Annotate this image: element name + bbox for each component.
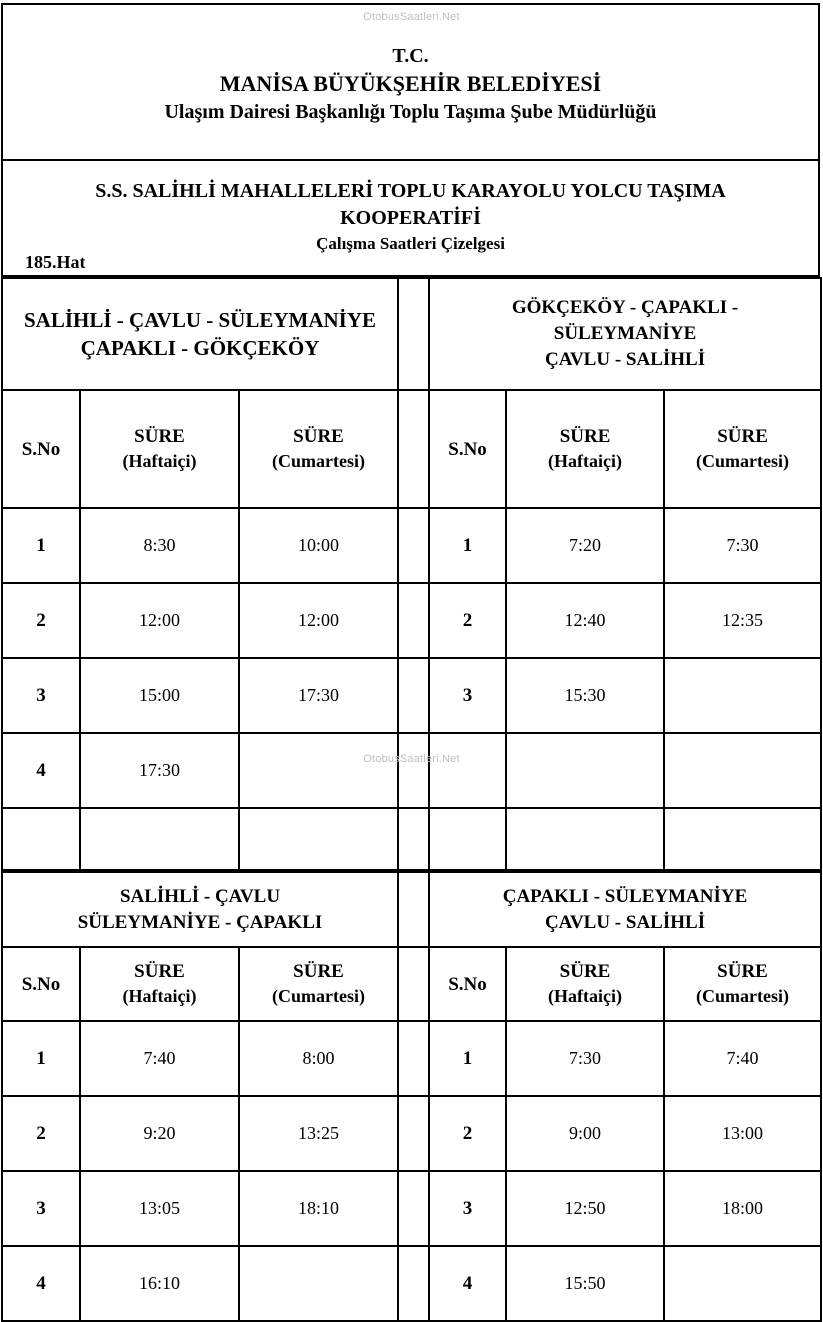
cell-saturday (239, 808, 398, 870)
cell-weekday: 12:00 (80, 583, 239, 658)
cell-weekday (80, 808, 239, 870)
cell-sno: 3 (2, 658, 80, 733)
grid-gap-column (398, 872, 429, 947)
cell-saturday: 10:00 (239, 508, 398, 583)
route-title-outbound-2-line1: SALİHLİ - ÇAVLU (119, 885, 281, 907)
cell-saturday: 17:30 (239, 658, 398, 733)
authority-line-municipality: MANİSA BÜYÜKŞEHİR BELEDİYESİ (219, 71, 602, 96)
cell-weekday: 15:30 (506, 658, 664, 733)
cell-weekday: 7:20 (506, 508, 664, 583)
route-title-inbound-1-line3: ÇAVLU - SALİHLİ (544, 349, 706, 370)
grid-gap-column (398, 278, 429, 390)
route-title-outbound-2 (2, 872, 398, 947)
cell-sno: 2 (2, 583, 80, 658)
cell-saturday (239, 1246, 398, 1321)
cell-sno: 3 (429, 658, 506, 733)
col-header-saturday-right-1 (664, 390, 821, 508)
cell-sno: 4 (429, 1246, 506, 1321)
cell-sno (2, 808, 80, 870)
grid-gap-column (398, 508, 429, 583)
cooperative-title-line2: KOOPERATİFİ (340, 207, 481, 229)
cell-weekday: 15:00 (80, 658, 239, 733)
cell-saturday: 13:25 (239, 1096, 398, 1171)
cell-saturday (664, 808, 821, 870)
route-title-outbound-1 (2, 278, 398, 390)
cooperative-banner (1, 161, 820, 277)
col-header-saturday-label: (Cumartesi) (696, 986, 790, 1006)
cell-saturday: 18:10 (239, 1171, 398, 1246)
cell-saturday (664, 658, 821, 733)
cell-weekday: 9:00 (506, 1096, 664, 1171)
col-header-sure-label: SÜRE (134, 961, 185, 982)
grid-gap-column (398, 658, 429, 733)
cell-weekday: 15:50 (506, 1246, 664, 1321)
cell-saturday (664, 1246, 821, 1321)
timetable-sheet (1, 3, 820, 1322)
cell-sno: 2 (429, 1096, 506, 1171)
col-header-weekday-label: (Haftaiçi) (548, 451, 623, 471)
table-row (2, 658, 821, 733)
cell-sno: 3 (429, 1171, 506, 1246)
col-header-weekday-label: (Haftaiçi) (122, 451, 197, 471)
table-row (2, 1021, 821, 1096)
col-header-weekday-left-1 (80, 390, 239, 508)
grid-gap-column (398, 583, 429, 658)
col-header-weekday-left-2 (80, 947, 239, 1021)
cell-sno (429, 733, 506, 808)
col-header-sure-label: SÜRE (559, 961, 611, 982)
col-header-sure-label: SÜRE (134, 426, 185, 447)
table-row (2, 508, 821, 583)
cell-weekday: 9:20 (80, 1096, 239, 1171)
cell-sno: 1 (429, 1021, 506, 1096)
col-header-weekday-right-2 (506, 947, 664, 1021)
cell-saturday: 13:00 (664, 1096, 821, 1171)
col-header-sure-label: SÜRE (717, 961, 768, 982)
cell-sno (429, 808, 506, 870)
column-header-row-1 (2, 390, 821, 508)
col-header-saturday-label: (Cumartesi) (272, 986, 365, 1006)
cell-weekday: 12:40 (506, 583, 664, 658)
col-header-saturday-left-2 (239, 947, 398, 1021)
route-title-inbound-1 (429, 278, 821, 390)
authority-line-tc: T.C. (392, 45, 429, 67)
timetable-block-2 (1, 871, 822, 1322)
cell-saturday: 8:00 (239, 1021, 398, 1096)
col-header-sure-label: SÜRE (293, 961, 344, 982)
col-header-saturday-label: (Cumartesi) (696, 451, 790, 471)
route-header-row-2 (2, 872, 821, 947)
col-header-sno-left-1: S.No (2, 390, 80, 508)
col-header-saturday-label: (Cumartesi) (272, 451, 365, 471)
grid-gap-column (398, 1021, 429, 1096)
cell-sno: 2 (2, 1096, 80, 1171)
route-title-inbound-1-line2: SÜLEYMANİYE (553, 323, 697, 344)
route-title-inbound-2-line2: ÇAVLU - SALİHLİ (544, 911, 706, 933)
cell-weekday (506, 733, 664, 808)
cell-saturday: 12:35 (664, 583, 821, 658)
authority-line-department: Ulaşım Dairesi Başkanlığı Toplu Taşıma Şube Müdürlüğü (164, 101, 657, 123)
table-row (2, 1096, 821, 1171)
cell-weekday (506, 808, 664, 870)
cell-saturday: 18:00 (664, 1171, 821, 1246)
cell-sno: 4 (2, 733, 80, 808)
grid-gap-column (398, 947, 429, 1021)
cell-sno: 1 (429, 508, 506, 583)
cell-sno: 3 (2, 1171, 80, 1246)
route-title-outbound-2-line2: SÜLEYMANİYE - ÇAPAKLI (77, 911, 323, 933)
authority-banner (1, 3, 820, 161)
line-number-label: 185.Hat (25, 252, 86, 272)
cell-weekday: 13:05 (80, 1171, 239, 1246)
cell-saturday (664, 733, 821, 808)
route-title-inbound-2-line1: ÇAPAKLI - SÜLEYMANİYE (502, 885, 748, 907)
table-row (2, 733, 821, 808)
route-title-inbound-1-line1: GÖKÇEKÖY - ÇAPAKLI - (511, 297, 739, 318)
route-title-outbound-1-line2: ÇAPAKLI - GÖKÇEKÖY (80, 336, 320, 360)
col-header-sno-right-2: S.No (429, 947, 506, 1021)
watermark-middle: OtobusSaatleri.Net (363, 753, 460, 765)
col-header-sno-left-2: S.No (2, 947, 80, 1021)
route-header-row-1 (2, 278, 821, 390)
grid-gap-column (398, 1171, 429, 1246)
table-row (2, 583, 821, 658)
cell-weekday: 17:30 (80, 733, 239, 808)
col-header-weekday-label: (Haftaiçi) (548, 986, 622, 1006)
timetable-block-1 (1, 277, 822, 871)
cell-sno: 1 (2, 508, 80, 583)
table-row (2, 1246, 821, 1321)
grid-gap-column (398, 1096, 429, 1171)
col-header-weekday-right-1 (506, 390, 664, 508)
col-header-sure-label: SÜRE (559, 426, 611, 447)
grid-gap-column (398, 733, 429, 808)
cooperative-title-line1: S.S. SALİHLİ MAHALLELERİ TOPLU KARAYOLU YOLCU TAŞIMA (95, 180, 726, 202)
cell-saturday (239, 733, 398, 808)
route-title-outbound-1-line1: SALİHLİ - ÇAVLU - SÜLEYMANİYE (24, 308, 377, 332)
cell-sno: 4 (2, 1246, 80, 1321)
cell-weekday: 7:40 (80, 1021, 239, 1096)
col-header-sno-right-1: S.No (429, 390, 506, 508)
col-header-saturday-left-1 (239, 390, 398, 508)
cell-sno: 2 (429, 583, 506, 658)
cell-weekday: 8:30 (80, 508, 239, 583)
grid-gap-column (398, 808, 429, 870)
cell-saturday: 12:00 (239, 583, 398, 658)
grid-gap-column (398, 1246, 429, 1321)
table-row (2, 1171, 821, 1246)
table-row-empty (2, 808, 821, 870)
schedule-subtitle: Çalışma Saatleri Çizelgesi (316, 234, 505, 253)
col-header-weekday-label: (Haftaiçi) (122, 986, 197, 1006)
cell-weekday: 7:30 (506, 1021, 664, 1096)
cell-weekday: 12:50 (506, 1171, 664, 1246)
col-header-sure-label: SÜRE (717, 426, 768, 447)
cell-saturday: 7:30 (664, 508, 821, 583)
grid-gap-column (398, 390, 429, 508)
col-header-saturday-right-2 (664, 947, 821, 1021)
watermark-top: OtobusSaatleri.Net (363, 11, 460, 23)
col-header-sure-label: SÜRE (293, 426, 344, 447)
cell-weekday: 16:10 (80, 1246, 239, 1321)
column-header-row-2 (2, 947, 821, 1021)
route-title-inbound-2 (429, 872, 821, 947)
cell-sno: 1 (2, 1021, 80, 1096)
cell-saturday: 7:40 (664, 1021, 821, 1096)
